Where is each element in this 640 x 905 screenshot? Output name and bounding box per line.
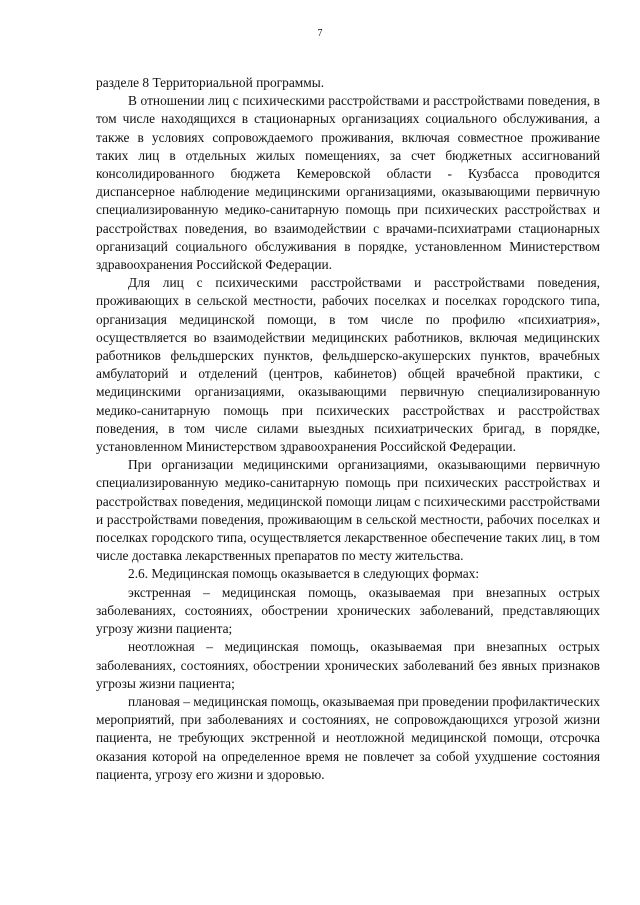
paragraph-urgent-care: неотложная – медицинская помощь, оказываемая при внезапных острых заболеваниях, состояниях, обострении хронических заболеваний без явных признаков угрозы жизни пациента; xyxy=(96,639,600,691)
paragraph-emergency-care: экстренная – медицинская помощь, оказываемая при внезапных острых заболеваниях, состояниях, обострении хронических заболеваний, представляющих угрозу жизни пациента; xyxy=(96,584,600,637)
paragraph-dispensary-observation: В отношении лиц с психическими расстройствами и расстройствами поведения, в том числе находящихся в стационарных организациях социального обслуживания, а также в условиях сопровождаемого проживания, включая совместное проживание таких лиц в отдельных жилых помещениях, за счет бюджетных ассигнований консолидированного бюджета Кемеровской области - Кузбасса проводится диспансерное наблюдение медицинскими организациями, оказывающими первичную специализированную медико-санитарную помощь при психических расстройствах и расстройствах поведения, во взаимодействии с врачами-психиатрами стационарных организаций социального обслуживания в порядке, установленном Министерством здравоохранения Российской Федерации. xyxy=(96,93,600,273)
paragraph-planned-care: плановая – медицинская помощь, оказываемая при проведении профилактических мероприятий, при заболеваниях и состояниях, не сопровождающихся угрозой жизни пациента, не требующих экстренной и неотложной медицинской помощи, отсрочка оказания которой на определенное время не повлечет за собой ухудшение состояния пациента, угрозу его жизни и здоровью. xyxy=(96,693,600,782)
paragraph-rural-care: Для лиц с психическими расстройствами и расстройствами поведения, проживающих в сельской местности, рабочих поселках и поселках городского типа, организация медицинской помощи, в том числе по профилю «психиатрия», осуществляется во взаимодействии медицинских работников, включая медицинских работников фельдшерских пунктов, фельдшерско-акушерских пунктов, врачебных амбулаторий и отделений (центров, кабинетов) общей врачебной практики, с медицинскими организациями, оказывающими первичную специализированную медико-санитарную помощь при психических расстройствах и расстройствах поведения, в том числе силами выездных психиатрических бригад, в порядке, установленном Министерством здравоохранения Российской Федерации. xyxy=(96,275,600,455)
paragraph-drug-supply: При организации медицинскими организациями, оказывающими первичную специализированную медико-санитарную помощь при психических расстройствах и расстройствах поведения, медицинской помощи лицам с психическими расстройствами и расстройствами поведения, проживающим в сельской местности, рабочих поселках и поселках городского типа, осуществляется лекарственное обеспечение таких лиц, в том числе доставка лекарственных препаратов по месту жительства. xyxy=(96,457,600,564)
document-body xyxy=(96,74,600,784)
paragraph-section-2-6-heading: 2.6. Медицинская помощь оказывается в следующих формах: xyxy=(128,566,480,582)
paragraph-program-reference: разделе 8 Территориальной программы. xyxy=(96,75,325,90)
page-number: 7 xyxy=(317,28,323,39)
